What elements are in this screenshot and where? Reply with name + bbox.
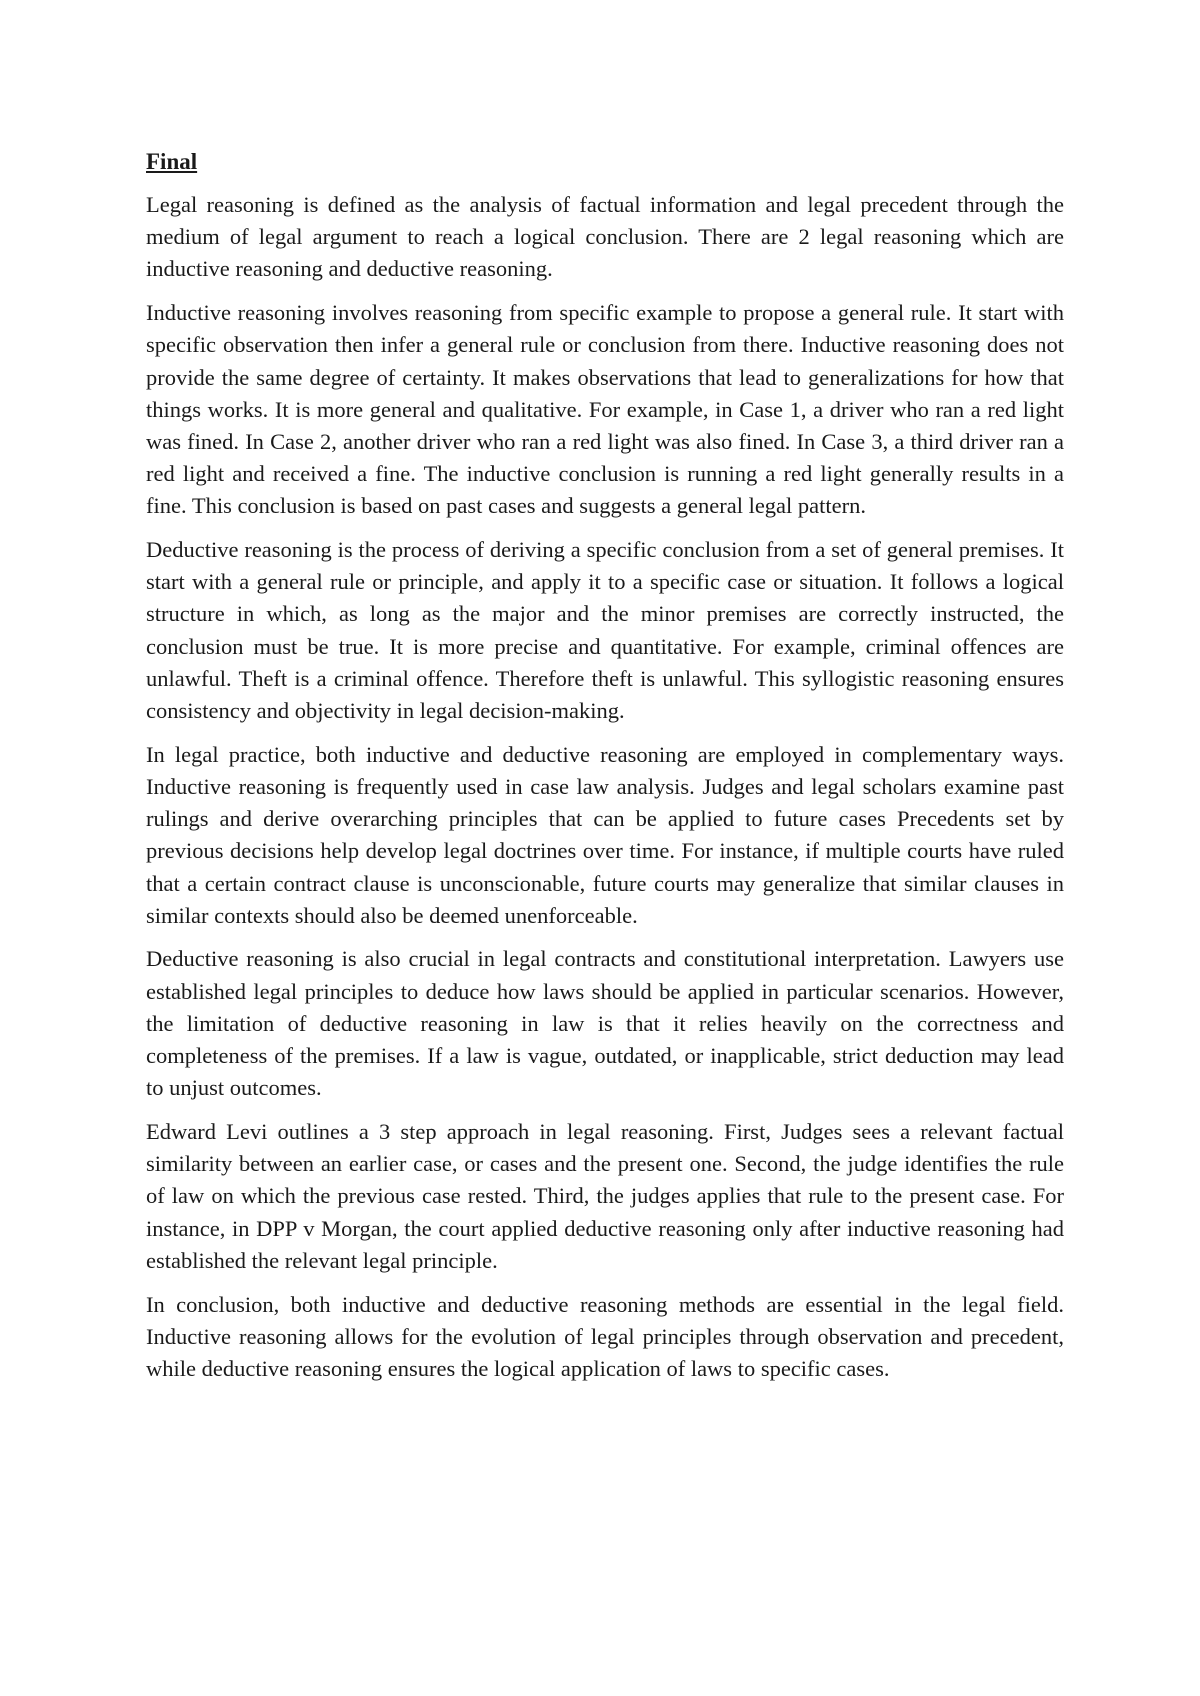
paragraph-conclusion: In conclusion, both inductive and deductive reasoning methods are essential in the legal field. Inductive reasoning allows for the evolution of legal principles through observation and precedent, while deductive reasoning ensures the logical application of laws to specific cases. [146, 1291, 1064, 1381]
document-body [146, 146, 1064, 1397]
paragraph-inductive-reasoning: Inductive reasoning involves reasoning from specific example to propose a general rule. It start with specific observation then infer a general rule or conclusion from there. Inductive reasoning does not provide the same degree of certainty. It makes observations that lead to generalizations for how that things works. It is more general and qualitative. For example, in Case 1, a driver who ran a red light was fined. In Case 2, another driver who ran a red light was also fined. In Case 3, a third driver ran a red light and received a fine. The inductive conclusion is running a red light generally results in a fine. This conclusion is based on past cases and suggests a general legal pattern. [146, 300, 1064, 519]
document-title: Final [146, 149, 198, 174]
paragraph-legal-practice: In legal practice, both inductive and deductive reasoning are employed in complementary ways. Inductive reasoning is frequently used in case law analysis. Judges and legal scholars examine past rulings and derive overarching principles that can be applied to future cases Precedents set by previous decisions help develop legal doctrines over time. For instance, if multiple courts have ruled that a certain contract clause is unconscionable, future courts may generalize that similar clauses in similar contexts should also be deemed unenforceable. [146, 741, 1064, 928]
paragraph-deductive-reasoning: Deductive reasoning is the process of deriving a specific conclusion from a set of general premises. It start with a general rule or principle, and apply it to a specific case or situation. It follows a logical structure in which, as long as the major and the minor premises are correctly instructed, the conclusion must be true. It is more precise and quantitative. For example, criminal offences are unlawful. Theft is a criminal offence. Therefore theft is unlawful. This syllogistic reasoning ensures consistency and objectivity in legal decision-making. [146, 537, 1064, 724]
paragraph-legal-reasoning-definition: Legal reasoning is defined as the analysis of factual information and legal precedent through the medium of legal argument to reach a logical conclusion. There are 2 legal reasoning which are inductive reasoning and deductive reasoning. [146, 192, 1064, 282]
paragraph-edward-levi: Edward Levi outlines a 3 step approach in legal reasoning. First, Judges sees a relevant factual similarity between an earlier case, or cases and the present one. Second, the judge identifies the rule of law on which the previous case rested. Third, the judges applies that rule to the present case. For instance, in DPP v Morgan, the court applied deductive reasoning only after inductive reasoning had established the relevant legal principle. [146, 1118, 1064, 1273]
paragraph-deductive-contracts: Deductive reasoning is also crucial in legal contracts and constitutional interpretation. Lawyers use established legal principles to deduce how laws should be applied in particular scenarios. However, the limitation of deductive reasoning in law is that it relies heavily on the correctness and completeness of the premises. If a law is vague, outdated, or inapplicable, strict deduction may lead to unjust outcomes. [146, 946, 1064, 1101]
